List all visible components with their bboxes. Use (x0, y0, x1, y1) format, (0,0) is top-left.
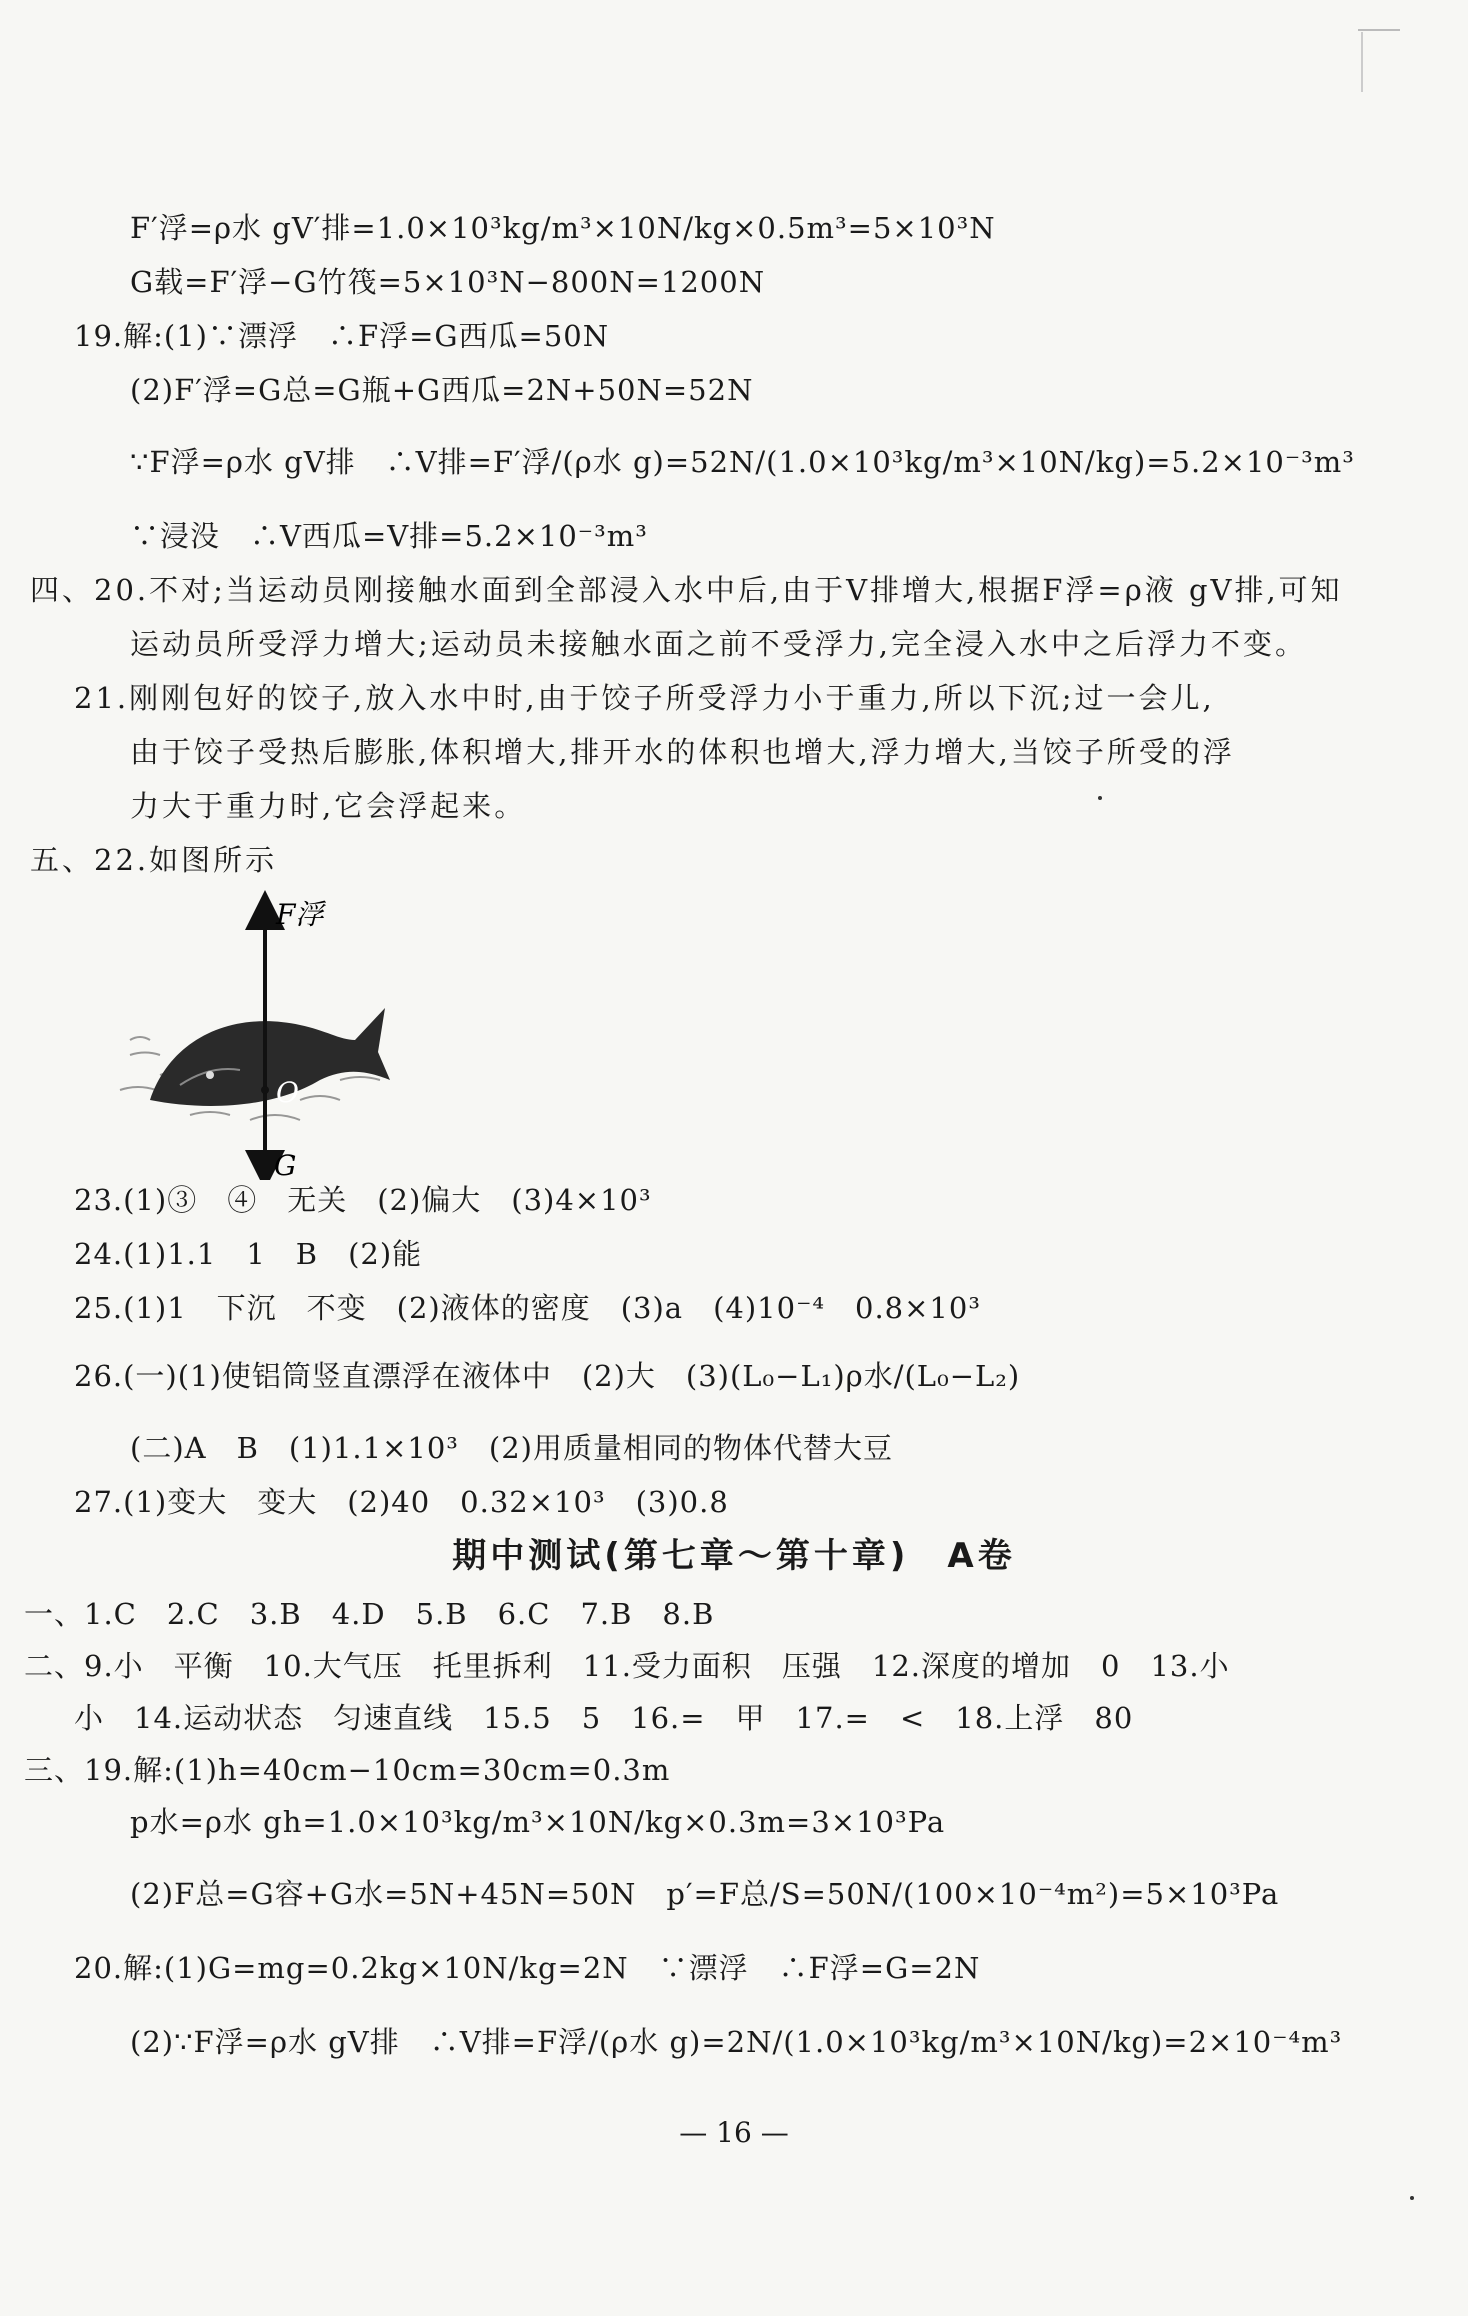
answer-line: 二、9.小 平衡 10.大气压 托里拆利 11.受力面积 压强 12.深度的增加 0 13.小 (24, 1649, 1230, 1683)
answer-line: (2)F总=G容+G水=5N+45N=50N p′=F总/S=50N/(100×10⁻⁴m²)=5×10³Pa (130, 1877, 1280, 1911)
fish-force-diagram (110, 890, 430, 1180)
answer-line: ∵浸没 ∴V西瓜=V排=5.2×10⁻³m³ (130, 519, 648, 553)
fish-figure-svg (110, 890, 430, 1180)
buoyancy-label: F浮 (276, 898, 324, 931)
center-label: O (276, 1076, 299, 1109)
answer-line: 一、1.C 2.C 3.B 4.D 5.B 6.C 7.B 8.B (24, 1597, 715, 1631)
scan-speck (1410, 2196, 1414, 2200)
gravity-label: G (274, 1149, 297, 1180)
answer-line: 27.(1)变大 变大 (2)40 0.32×10³ (3)0.8 (74, 1485, 729, 1519)
answer-line: 五、22.如图所示 (30, 843, 278, 877)
answer-line: 24.(1)1.1 1 B (2)能 (74, 1237, 423, 1271)
answer-line: 23.(1)③ ④ 无关 (2)偏大 (3)4×10³ (74, 1183, 652, 1217)
scan-speck (1098, 796, 1102, 800)
answer-line: ∵F浮=ρ水 gV排 ∴V排=F′浮/(ρ水 g)=52N/(1.0×10³kg/m³×10N/kg)=5.2×10⁻³m³ (130, 445, 1355, 479)
answer-line: 三、19.解:(1)h=40cm−10cm=30cm=0.3m (24, 1753, 671, 1787)
answer-line: 26.(一)(1)使铝筒竖直漂浮在液体中 (2)大 (3)(L₀−L₁)ρ水/(L₀−L₂) (74, 1359, 1021, 1393)
answer-line: 21.刚刚包好的饺子,放入水中时,由于饺子所受浮力小于重力,所以下沉;过一会儿, (74, 681, 1215, 715)
answer-line: 运动员所受浮力增大;运动员未接触水面之前不受浮力,完全浸入水中之后浮力不变。 (130, 627, 1307, 661)
answer-line: p水=ρ水 gh=1.0×10³kg/m³×10N/kg×0.3m=3×10³Pa (130, 1805, 946, 1839)
answer-line: G载=F′浮−G竹筏=5×10³N−800N=1200N (130, 265, 766, 299)
page-number: — 16 — (679, 2116, 789, 2149)
answer-line: 25.(1)1 下沉 不变 (2)液体的密度 (3)a (4)10⁻⁴ 0.8×10³ (74, 1291, 981, 1325)
answer-line: 小 14.运动状态 匀速直线 15.5 5 16.= 甲 17.= < 18.上浮 80 (74, 1701, 1134, 1735)
answer-line: (二)A B (1)1.1×10³ (2)用质量相同的物体代替大豆 (130, 1431, 893, 1465)
fish-icon (150, 1008, 390, 1106)
answer-line: 19.解:(1)∵漂浮 ∴F浮=G西瓜=50N (74, 319, 610, 353)
scan-artifact (1340, 22, 1450, 112)
answer-line: 力大于重力时,它会浮起来。 (130, 789, 527, 823)
answer-line: 20.解:(1)G=mg=0.2kg×10N/kg=2N ∵漂浮 ∴F浮=G=2N (74, 1951, 981, 1985)
section-title: 期中测试(第七章～第十章) A卷 (452, 1536, 1016, 1576)
answer-line: (2)∵F浮=ρ水 gV排 ∴V排=F浮/(ρ水 g)=2N/(1.0×10³kg/m³×10N/kg)=2×10⁻⁴m³ (130, 2025, 1343, 2059)
answer-line: 四、20.不对;当运动员刚接触水面到全部浸入水中后,由于V排增大,根据F浮=ρ液 gV排,可知 (30, 573, 1343, 607)
answer-line: 由于饺子受热后膨胀,体积增大,排开水的体积也增大,浮力增大,当饺子所受的浮 (130, 735, 1235, 769)
answer-line: F′浮=ρ水 gV′排=1.0×10³kg/m³×10N/kg×0.5m³=5×10³N (130, 211, 996, 245)
answer-line: (2)F′浮=G总=G瓶+G西瓜=2N+50N=52N (130, 373, 754, 407)
